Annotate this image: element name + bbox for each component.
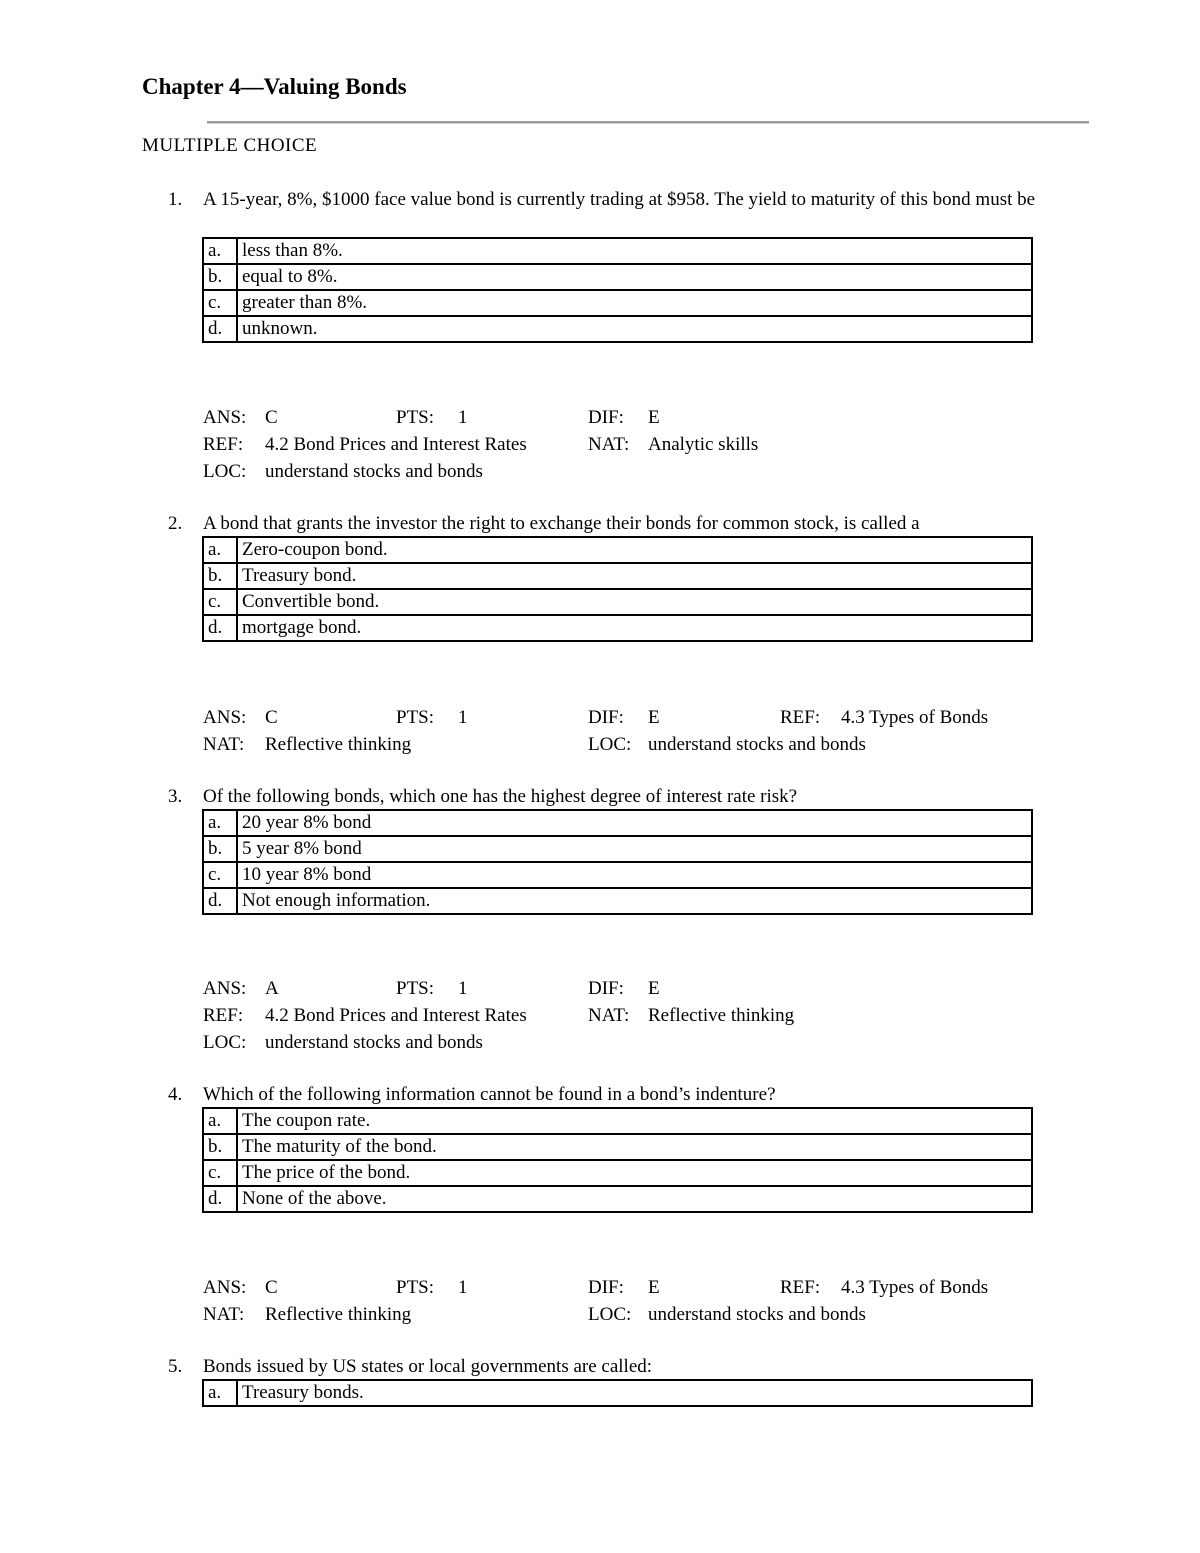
pts-value: 1 xyxy=(458,978,468,999)
dif-value: E xyxy=(648,407,660,428)
choice-text: Zero-coupon bond. xyxy=(237,537,1032,563)
choice-row xyxy=(203,1134,1032,1160)
question-number: 3. xyxy=(168,786,183,807)
choice-text: The price of the bond. xyxy=(237,1160,1032,1186)
choice-text: Treasury bond. xyxy=(237,563,1032,589)
choice-text: mortgage bond. xyxy=(237,615,1032,641)
choice-text: Treasury bonds. xyxy=(237,1380,1032,1406)
choice-letter: d. xyxy=(203,1186,237,1212)
choice-row xyxy=(203,1160,1032,1186)
choice-row xyxy=(203,615,1032,641)
choice-row xyxy=(203,238,1032,264)
nat-value: Analytic skills xyxy=(648,434,759,455)
choice-letter: c. xyxy=(203,862,237,888)
ref-value: 4.2 Bond Prices and Interest Rates xyxy=(265,1005,527,1026)
choice-row xyxy=(203,537,1032,563)
question-number: 1. xyxy=(168,189,183,210)
choice-letter: a. xyxy=(203,537,237,563)
choice-letter: a. xyxy=(203,1108,237,1134)
choice-text: 20 year 8% bond xyxy=(237,810,1032,836)
nat-value: Reflective thinking xyxy=(648,1005,795,1026)
choice-text: Not enough information. xyxy=(237,888,1032,914)
question-number: 2. xyxy=(168,513,183,534)
dif-label: DIF: xyxy=(588,407,624,428)
choice-letter: b. xyxy=(203,836,237,862)
ans-value: A xyxy=(265,978,279,999)
choices-table-5 xyxy=(202,1379,1033,1407)
choice-letter: d. xyxy=(203,615,237,641)
choice-letter: b. xyxy=(203,264,237,290)
choices-table-1 xyxy=(202,237,1033,343)
ref-value: 4.3 Types of Bonds xyxy=(841,707,989,728)
ref-label: REF: xyxy=(780,1277,821,1298)
choice-row xyxy=(203,836,1032,862)
ans-label: ANS: xyxy=(203,1277,247,1298)
choice-text: equal to 8%. xyxy=(237,264,1032,290)
ans-label: ANS: xyxy=(203,407,247,428)
choice-letter: b. xyxy=(203,563,237,589)
loc-label: LOC: xyxy=(588,1304,632,1325)
dif-value: E xyxy=(648,1277,660,1298)
dif-label: DIF: xyxy=(588,707,624,728)
choice-text: 10 year 8% bond xyxy=(237,862,1032,888)
answer-metadata-4 xyxy=(0,1274,1200,1328)
choice-text: 5 year 8% bond xyxy=(237,836,1032,862)
choice-letter: a. xyxy=(203,238,237,264)
pts-label: PTS: xyxy=(396,707,435,728)
choice-letter: d. xyxy=(203,888,237,914)
choice-letter: c. xyxy=(203,290,237,316)
ref-value: 4.3 Types of Bonds xyxy=(841,1277,989,1298)
pts-value: 1 xyxy=(458,407,468,428)
question-stem: A 15-year, 8%, $1000 face value bond is currently trading at $958. The yield to maturity of this bond must be xyxy=(203,189,1036,210)
loc-label: LOC: xyxy=(588,734,632,755)
page-title: Chapter 4—Valuing Bonds xyxy=(142,74,407,99)
question-number: 5. xyxy=(168,1356,183,1377)
dif-value: E xyxy=(648,978,660,999)
choice-text: The maturity of the bond. xyxy=(237,1134,1032,1160)
choice-text: greater than 8%. xyxy=(237,290,1032,316)
loc-label: LOC: xyxy=(203,1032,247,1053)
loc-value: understand stocks and bonds xyxy=(648,1304,866,1325)
choice-row xyxy=(203,264,1032,290)
question-stem: A bond that grants the investor the right to exchange their bonds for common stock, is called a xyxy=(203,513,920,534)
choice-text: Convertible bond. xyxy=(237,589,1032,615)
nat-value: Reflective thinking xyxy=(265,734,412,755)
choice-text: The coupon rate. xyxy=(237,1108,1032,1134)
dif-value: E xyxy=(648,707,660,728)
choice-letter: c. xyxy=(203,1160,237,1186)
pts-value: 1 xyxy=(458,1277,468,1298)
choice-row xyxy=(203,888,1032,914)
answer-metadata-3 xyxy=(0,975,1200,1056)
ans-value: C xyxy=(265,407,278,428)
ref-label: REF: xyxy=(203,434,244,455)
loc-label: LOC: xyxy=(203,461,247,482)
ans-label: ANS: xyxy=(203,978,247,999)
ans-value: C xyxy=(265,707,278,728)
question-stem: Of the following bonds, which one has the highest degree of interest rate risk? xyxy=(203,786,798,807)
choices-table-3 xyxy=(202,809,1033,915)
question-stem: Which of the following information cannot be found in a bond’s indenture? xyxy=(203,1084,776,1105)
answer-metadata-1 xyxy=(0,404,1200,485)
choice-letter: d. xyxy=(203,316,237,342)
nat-value: Reflective thinking xyxy=(265,1304,412,1325)
choice-row xyxy=(203,810,1032,836)
ref-value: 4.2 Bond Prices and Interest Rates xyxy=(265,434,527,455)
question-number: 4. xyxy=(168,1084,183,1105)
nat-label: NAT: xyxy=(588,434,630,455)
choice-letter: c. xyxy=(203,589,237,615)
choice-text: None of the above. xyxy=(237,1186,1032,1212)
pts-value: 1 xyxy=(458,707,468,728)
choice-letter: a. xyxy=(203,810,237,836)
choice-letter: a. xyxy=(203,1380,237,1406)
choice-letter: b. xyxy=(203,1134,237,1160)
choice-row xyxy=(203,290,1032,316)
section-heading: MULTIPLE CHOICE xyxy=(142,135,318,156)
choice-text: unknown. xyxy=(237,316,1032,342)
choice-row xyxy=(203,589,1032,615)
nat-label: NAT: xyxy=(588,1005,630,1026)
choice-row xyxy=(203,563,1032,589)
loc-value: understand stocks and bonds xyxy=(265,1032,483,1053)
pts-label: PTS: xyxy=(396,978,435,999)
answer-metadata-2 xyxy=(0,704,1200,758)
choice-row xyxy=(203,1380,1032,1406)
dif-label: DIF: xyxy=(588,978,624,999)
nat-label: NAT: xyxy=(203,1304,245,1325)
pts-label: PTS: xyxy=(396,407,435,428)
loc-value: understand stocks and bonds xyxy=(265,461,483,482)
loc-value: understand stocks and bonds xyxy=(648,734,866,755)
dif-label: DIF: xyxy=(588,1277,624,1298)
choices-table-2 xyxy=(202,536,1033,642)
choice-row xyxy=(203,316,1032,342)
pts-label: PTS: xyxy=(396,1277,435,1298)
ref-label: REF: xyxy=(780,707,821,728)
title-divider xyxy=(207,121,1089,124)
ref-label: REF: xyxy=(203,1005,244,1026)
ans-label: ANS: xyxy=(203,707,247,728)
choice-row xyxy=(203,1108,1032,1134)
choice-text: less than 8%. xyxy=(237,238,1032,264)
choice-row xyxy=(203,1186,1032,1212)
question-stem: Bonds issued by US states or local governments are called: xyxy=(203,1356,653,1377)
ans-value: C xyxy=(265,1277,278,1298)
nat-label: NAT: xyxy=(203,734,245,755)
choices-table-4 xyxy=(202,1107,1033,1213)
choice-row xyxy=(203,862,1032,888)
